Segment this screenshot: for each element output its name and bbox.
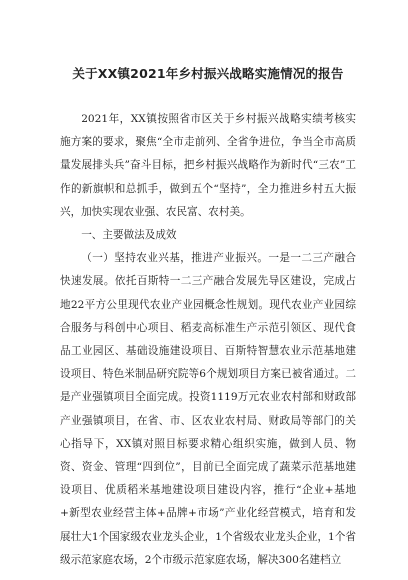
body-paragraph: （一）坚持农业兴基，推进产业振兴。一是一二三产融合快速发展。依托百斯特一二三产融合发展先导区建设，完成占地22平方公里现代农业产业园概念性规划。现代农业产业园综合服务与科创中心项目、稻麦高标准生产示范引领区、现代食品工业园区、基础设施建设项目、百斯特智慧农业示范基地建设项目、特色米制品研究院等6个规划项目方案已被省通过。二是产业强镇项目全面完成。投资1119万元农业农村部和财政部产业强镇项目，在省、市、区农业农村局、财政局等部门的关心指导下，XX镇对照目标要求精心组织实施，做到人员、物资、资金、管理“四到位”，目前已全面完成了蔬菜示范基地建设项目、优质稻米基地建设项目建设内容，推行“企业+基地+新型农业经营主体+品牌+市场”产业化经营模式，培育和发展壮大1个国家级农业龙头企业，1个省级农业龙头企业，1个省级示范家庭农场，2个市级示范家庭农场，解决300名建档立 <box>60 252 356 566</box>
section-heading: 一、主要做法及成效 <box>81 229 177 242</box>
document-title: 关于XX镇2021年乡村振兴战略实施情况的报告 <box>72 66 344 81</box>
intro-paragraph: 2021年，XX镇按照省市区关于乡村振兴战略实绩考核实施方案的要求，聚焦“全市走前列、全省争进位，争当全市高质量发展排头兵”奋斗目标，把乡村振兴战略作为新时代“三农”工作的新旗帜和总抓手，做到五个“坚持”，全力推进乡村五大振兴，加快实现农业强、农民富、农村美。 <box>60 113 356 218</box>
